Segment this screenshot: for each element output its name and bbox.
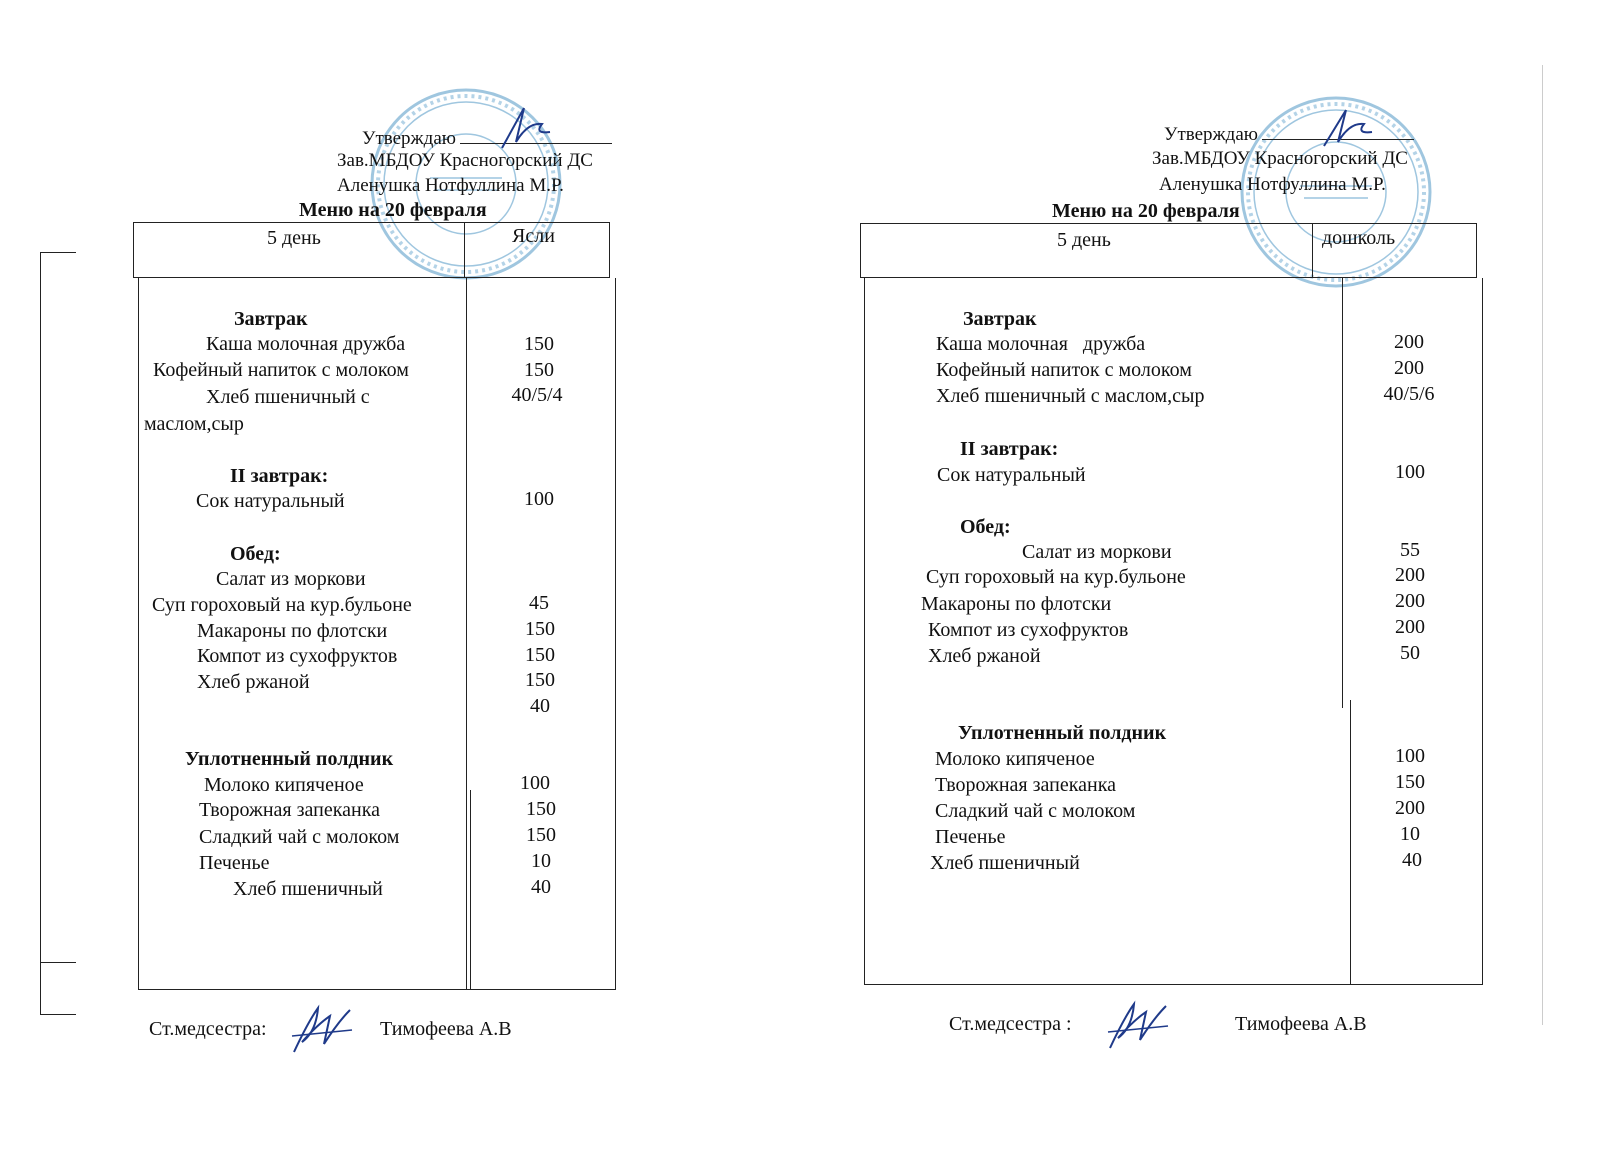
menu-item-qty: 40 bbox=[531, 876, 551, 898]
menu-item-qty: 200 bbox=[1395, 797, 1425, 819]
menu-item: Макароны по флотски bbox=[921, 593, 1112, 615]
menu-title: Меню на 20 февраля bbox=[299, 199, 487, 221]
menu-item-qty: 100 bbox=[520, 772, 550, 794]
nurse-name: Тимофеева А.В bbox=[1235, 1013, 1367, 1035]
approve-label: Утверждаю bbox=[362, 128, 456, 149]
column-group: дошколь bbox=[1322, 227, 1396, 249]
menu-item: Сладкий чай с молоком bbox=[935, 800, 1136, 822]
menu-item-qty: 150 bbox=[525, 669, 555, 691]
menu-item: Салат из моркови bbox=[216, 568, 366, 590]
margin-bracket-top bbox=[40, 252, 76, 253]
column-group: Ясли bbox=[512, 225, 555, 247]
section-second-breakfast: II завтрак: bbox=[960, 438, 1059, 460]
menu-item: Хлеб пшеничный с маслом,сыр bbox=[936, 385, 1205, 407]
section-second-breakfast: II завтрак: bbox=[230, 465, 329, 487]
menu-item-qty: 40 bbox=[1402, 849, 1422, 871]
body-column-divider bbox=[1342, 278, 1343, 708]
column-day: 5 день bbox=[1057, 229, 1111, 251]
section-afternoon-snack: Уплотненный полдник bbox=[185, 748, 394, 770]
menu-item-qty: 150 bbox=[1395, 771, 1425, 793]
menu-item-qty: 100 bbox=[1395, 745, 1425, 767]
menu-item: Кофейный напиток с молоком bbox=[153, 359, 409, 381]
menu-item: Творожная запеканка bbox=[199, 799, 381, 821]
menu-item-qty: 150 bbox=[524, 333, 554, 355]
menu-item-qty: 45 bbox=[529, 592, 549, 614]
menu-item: Салат из моркови bbox=[1022, 541, 1172, 563]
menu-item: Хлеб пшеничный bbox=[930, 852, 1080, 874]
margin-bracket-line bbox=[40, 252, 41, 1014]
section-breakfast: Завтрак bbox=[234, 308, 308, 330]
approve-line bbox=[1164, 122, 1414, 148]
section-breakfast: Завтрак bbox=[963, 308, 1037, 330]
menu-item-qty: 150 bbox=[525, 618, 555, 640]
nurse-name: Тимофеева А.В bbox=[380, 1018, 512, 1040]
menu-item-qty: 200 bbox=[1395, 616, 1425, 638]
nurse-signature bbox=[288, 1002, 358, 1058]
menu-item-qty: 200 bbox=[1394, 331, 1424, 353]
menu-item-qty: 200 bbox=[1394, 357, 1424, 379]
menu-item-qty: 40/5/6 bbox=[1383, 383, 1435, 405]
menu-item-qty: 10 bbox=[1400, 823, 1420, 845]
menu-item-qty: 150 bbox=[525, 644, 555, 666]
head-name: Аленушка Нотфуллина М.Р. bbox=[337, 175, 564, 196]
menu-item: Суп гороховый на кур.бульоне bbox=[926, 566, 1186, 588]
menu-title: Меню на 20 февраля bbox=[1052, 200, 1240, 222]
menu-item: Кофейный напиток с молоком bbox=[936, 359, 1192, 381]
header-column-divider bbox=[464, 222, 465, 278]
menu-item: Печенье bbox=[935, 826, 1006, 848]
menu-item: Сок натуральный bbox=[937, 464, 1086, 486]
margin-bracket-bottom bbox=[40, 1014, 76, 1015]
menu-item-qty: 200 bbox=[1395, 564, 1425, 586]
menu-item: Хлеб ржаной bbox=[197, 671, 310, 693]
menu-item-qty: 10 bbox=[531, 850, 551, 872]
menu-item-qty: 40/5/4 bbox=[511, 384, 563, 406]
menu-item-qty: 100 bbox=[1395, 461, 1425, 483]
menu-item: Макароны по флотски bbox=[197, 620, 388, 642]
body-column-divider-lower bbox=[470, 790, 471, 990]
nurse-label: Ст.медсестра : bbox=[949, 1013, 1072, 1035]
nurse-label: Ст.медсестра: bbox=[149, 1018, 267, 1040]
head-title: Зав.МБДОУ Красногорский ДС bbox=[337, 150, 593, 171]
right-edge-line bbox=[1542, 65, 1543, 1025]
column-day: 5 день bbox=[267, 227, 321, 249]
menu-item-qty: 55 bbox=[1400, 539, 1420, 561]
menu-item-qty: 150 bbox=[526, 824, 556, 846]
menu-item-qty: 40 bbox=[530, 695, 550, 717]
menu-item: Творожная запеканка bbox=[935, 774, 1117, 796]
menu-item: Сок натуральный bbox=[196, 490, 345, 512]
section-lunch: Обед: bbox=[230, 543, 281, 565]
menu-item: Каша молочная дружба bbox=[936, 333, 1146, 355]
nurse-signature bbox=[1104, 998, 1172, 1054]
approve-label: Утверждаю bbox=[1164, 124, 1258, 145]
menu-item-qty: 100 bbox=[524, 488, 554, 510]
header-column-divider bbox=[1312, 223, 1313, 278]
menu-item-qty: 150 bbox=[526, 798, 556, 820]
menu-item: Каша молочная дружба bbox=[206, 333, 406, 355]
body-column-divider-lower bbox=[1350, 700, 1351, 985]
menu-item: Молоко кипяченое bbox=[204, 774, 364, 796]
head-name: Аленушка Нотфуллина М.Р. bbox=[1159, 174, 1386, 195]
head-title: Зав.МБДОУ Красногорский ДС bbox=[1152, 148, 1408, 169]
body-column-divider bbox=[466, 278, 467, 990]
menu-item-qty: 150 bbox=[524, 359, 554, 381]
menu-item-continued: маслом,сыр bbox=[144, 413, 244, 435]
menu-item: Компот из сухофруктов bbox=[197, 645, 398, 667]
menu-item: Хлеб пшеничный bbox=[233, 878, 383, 900]
menu-item: Хлеб пшеничный с bbox=[206, 386, 370, 408]
menu-item-qty: 50 bbox=[1400, 642, 1420, 664]
menu-item: Молоко кипяченое bbox=[935, 748, 1095, 770]
menu-item: Печенье bbox=[199, 852, 270, 874]
section-afternoon-snack: Уплотненный полдник bbox=[958, 722, 1167, 744]
menu-item: Суп гороховый на кур.бульоне bbox=[152, 594, 412, 616]
menu-item: Сладкий чай с молоком bbox=[199, 826, 400, 848]
menu-item: Компот из сухофруктов bbox=[928, 619, 1129, 641]
section-lunch: Обед: bbox=[960, 516, 1011, 538]
menu-item-qty: 200 bbox=[1395, 590, 1425, 612]
menu-item: Хлеб ржаной bbox=[928, 645, 1041, 667]
margin-bracket-mid bbox=[40, 962, 76, 963]
